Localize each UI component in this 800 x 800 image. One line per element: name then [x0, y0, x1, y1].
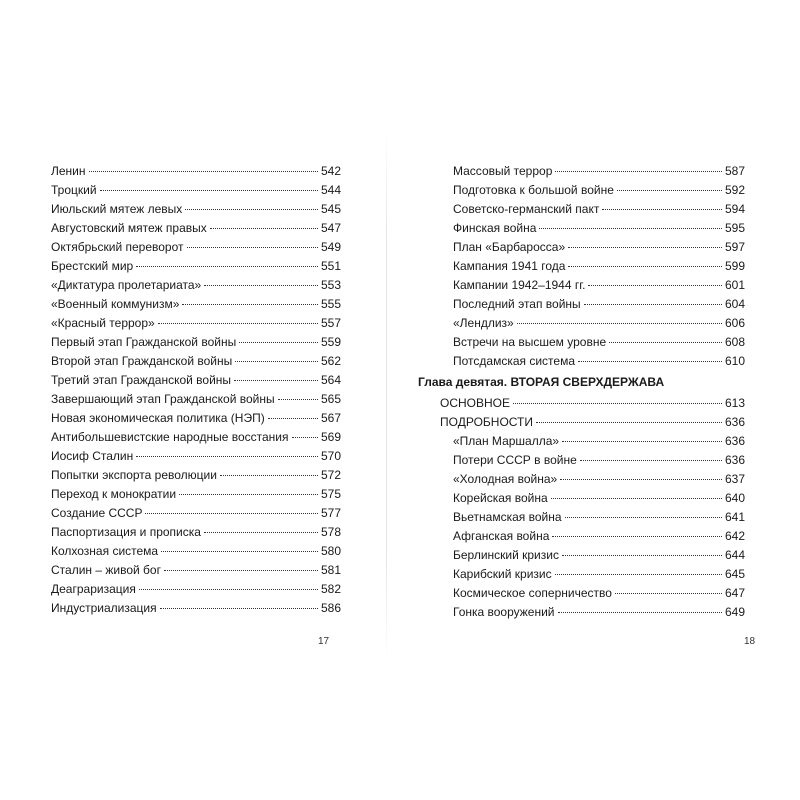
toc-entry-page: 572 — [320, 468, 341, 482]
toc-entry-page: 565 — [320, 392, 341, 406]
dot-leader — [562, 554, 722, 556]
dot-leader — [513, 402, 722, 404]
toc-entry-page: 641 — [724, 510, 745, 524]
dot-leader — [182, 303, 318, 305]
toc-entry-title: «Лендлиз» — [453, 316, 514, 330]
toc-entry — [51, 257, 341, 276]
toc-entry — [51, 428, 341, 447]
toc-entry — [51, 352, 341, 371]
toc-entry-page: 604 — [724, 297, 745, 311]
toc-entry-title: «Холодная война» — [453, 472, 558, 486]
toc-entry — [418, 451, 745, 470]
toc-entry-title: Сталин – живой бог — [51, 563, 161, 577]
toc-list-left — [51, 162, 341, 618]
dot-leader — [158, 322, 318, 324]
toc-entry — [51, 390, 341, 409]
toc-entry-title: Новая экономическая политика (НЭП) — [51, 411, 265, 425]
toc-entry-title: Первый этап Гражданской войны — [51, 335, 237, 349]
toc-entry — [418, 276, 745, 295]
toc-entry-page: 644 — [724, 548, 745, 562]
dot-leader — [268, 417, 318, 419]
dot-leader — [100, 189, 318, 191]
dot-leader — [539, 227, 722, 229]
toc-entry-page: 595 — [724, 221, 745, 235]
toc-entry-title: Финская война — [453, 221, 537, 235]
toc-entry — [51, 238, 341, 257]
toc-entry — [51, 561, 341, 580]
toc-entry-page: 575 — [320, 487, 341, 501]
toc-entry — [418, 200, 745, 219]
toc-entry-title: Последний этап войны — [453, 297, 581, 311]
toc-entry-title: Потсдамская система — [453, 354, 576, 368]
toc-entry-page: 567 — [320, 411, 341, 425]
toc-entry — [418, 162, 745, 181]
toc-entry-page: 597 — [724, 240, 745, 254]
toc-entry — [418, 295, 745, 314]
toc-entry-page: 606 — [724, 316, 745, 330]
dot-leader — [558, 611, 722, 613]
toc-entry — [51, 333, 341, 352]
toc-entry-title: Июльский мятеж левых — [51, 202, 183, 216]
toc-entry-title: Гонка вооружений — [453, 605, 555, 619]
dot-leader — [139, 588, 318, 590]
toc-entry-title: Афганская война — [453, 529, 550, 543]
toc-entry-page: 647 — [724, 586, 745, 600]
toc-entry — [51, 580, 341, 599]
toc-entry-page: 549 — [320, 240, 341, 254]
toc-entry-page: 608 — [724, 335, 745, 349]
toc-entry-page: 587 — [724, 164, 745, 178]
dot-leader — [568, 246, 722, 248]
toc-entry-page: 610 — [724, 354, 745, 368]
toc-entry-title: Создание СССР — [51, 506, 143, 520]
toc-entry — [418, 432, 745, 451]
toc-entry — [418, 413, 745, 432]
toc-entry-page: 569 — [320, 430, 341, 444]
toc-entry-title: Третий этап Гражданской войны — [51, 373, 232, 387]
toc-entry — [418, 603, 745, 622]
toc-entry — [51, 314, 341, 333]
toc-entry-title: Ленин — [51, 164, 86, 178]
toc-entry — [51, 599, 341, 618]
toc-entry — [51, 371, 341, 390]
toc-entry-page: 601 — [724, 278, 745, 292]
dot-leader — [89, 170, 318, 172]
chapter-title: Глава девятая. ВТОРАЯ СВЕРХДЕРЖАВА — [418, 375, 665, 389]
toc-entry-page: 594 — [724, 202, 745, 216]
toc-entry — [418, 394, 745, 413]
toc-entry-title: Встречи на высшем уровне — [453, 335, 607, 349]
toc-entry-page: 640 — [724, 491, 745, 505]
toc-entry-page: 577 — [320, 506, 341, 520]
dot-leader — [565, 516, 722, 518]
toc-entry-title: Паспортизация и прописка — [51, 525, 201, 539]
dot-leader — [551, 497, 722, 499]
dot-leader — [187, 246, 318, 248]
dot-leader — [204, 284, 318, 286]
toc-entry-page: 592 — [724, 183, 745, 197]
toc-entry-page: 578 — [320, 525, 341, 539]
dot-leader — [584, 303, 722, 305]
dot-leader — [278, 398, 318, 400]
toc-entry — [418, 489, 745, 508]
toc-entry — [51, 504, 341, 523]
toc-entry-title: Советско-германский пакт — [453, 202, 600, 216]
dot-leader — [536, 421, 722, 423]
toc-entry-title: Корейская война — [453, 491, 548, 505]
toc-entry — [418, 527, 745, 546]
toc-entry — [418, 565, 745, 584]
toc-entry — [51, 162, 341, 181]
toc-entry-title: «Военный коммунизм» — [51, 297, 180, 311]
dot-leader — [235, 360, 318, 362]
toc-entry — [51, 466, 341, 485]
toc-entry-title: Переход к монократии — [51, 487, 177, 501]
toc-entry-page: 547 — [320, 221, 341, 235]
toc-entry-title: Завершающий этап Гражданской войны — [51, 392, 275, 406]
toc-entry-title: Октябрьский переворот — [51, 240, 184, 254]
dot-leader — [555, 170, 722, 172]
toc-entry — [418, 333, 745, 352]
toc-entry — [418, 352, 745, 371]
toc-entry — [418, 257, 745, 276]
dot-leader — [185, 208, 318, 210]
toc-entry-title: Брестский мир — [51, 259, 134, 273]
toc-entry — [51, 295, 341, 314]
dot-leader — [292, 436, 318, 438]
toc-entry-title: Кампания 1941 года — [453, 259, 566, 273]
right-page — [387, 0, 800, 800]
toc-entry-title: Карибский кризис — [453, 567, 552, 581]
toc-entry-title: «Красный террор» — [51, 316, 155, 330]
toc-entry-title: Иосиф Сталин — [51, 449, 134, 463]
toc-entry-page: 636 — [724, 453, 745, 467]
toc-entry — [51, 523, 341, 542]
dot-leader — [517, 322, 722, 324]
dot-leader — [234, 379, 318, 381]
toc-entry — [418, 546, 745, 565]
dot-leader — [568, 265, 721, 267]
dot-leader — [239, 341, 318, 343]
toc-entry — [51, 200, 341, 219]
toc-entry — [51, 542, 341, 561]
dot-leader — [136, 265, 318, 267]
dot-leader — [164, 569, 318, 571]
toc-entry — [51, 447, 341, 466]
toc-entry-title: Антибольшевистские народные восстания — [51, 430, 289, 444]
toc-entry-title: Кампании 1942–1944 гг. — [453, 278, 586, 292]
toc-entry-page: 599 — [724, 259, 745, 273]
toc-entry-title: Берлинский кризис — [453, 548, 559, 562]
toc-entry-page: 636 — [724, 415, 745, 429]
toc-entry-page: 557 — [320, 316, 341, 330]
toc-entry-page: 542 — [320, 164, 341, 178]
toc-entry-page: 580 — [320, 544, 341, 558]
toc-entry-page: 545 — [320, 202, 341, 216]
toc-entry — [51, 485, 341, 504]
toc-entry-title: Колхозная система — [51, 544, 159, 558]
toc-entry-page: 544 — [320, 183, 341, 197]
toc-entry-title: Потери СССР в войне — [453, 453, 577, 467]
dot-leader — [588, 284, 721, 286]
toc-entry — [51, 276, 341, 295]
chapter-heading — [418, 371, 745, 394]
toc-entry — [418, 219, 745, 238]
toc-entry — [418, 314, 745, 333]
dot-leader — [552, 535, 722, 537]
toc-entry-page: 555 — [320, 297, 341, 311]
toc-entry-title: «Диктатура пролетариата» — [51, 278, 202, 292]
toc-entry-page: 570 — [320, 449, 341, 463]
dot-leader — [220, 474, 318, 476]
toc-entry — [418, 181, 745, 200]
toc-entry-page: 649 — [724, 605, 745, 619]
toc-entry — [51, 409, 341, 428]
toc-entry-page: 645 — [724, 567, 745, 581]
toc-entry-title: Массовый террор — [453, 164, 553, 178]
page-number: 18 — [744, 636, 756, 647]
dot-leader — [145, 512, 318, 514]
dot-leader — [161, 550, 318, 552]
toc-entry-title: «План Маршалла» — [453, 434, 560, 448]
dot-leader — [578, 360, 722, 362]
toc-entry-page: 553 — [320, 278, 341, 292]
dot-leader — [602, 208, 722, 210]
toc-entry — [51, 181, 341, 200]
toc-entry-page: 582 — [320, 582, 341, 596]
dot-leader — [609, 341, 722, 343]
dot-leader — [210, 227, 318, 229]
toc-entry-title: Троцкий — [51, 183, 97, 197]
left-page — [0, 0, 386, 800]
toc-entry-page: 586 — [320, 601, 341, 615]
toc-list-right — [418, 162, 745, 622]
toc-entry-title: Второй этап Гражданской войны — [51, 354, 233, 368]
toc-entry-page: 581 — [320, 563, 341, 577]
dot-leader — [562, 440, 722, 442]
dot-leader — [179, 493, 318, 495]
toc-entry — [418, 238, 745, 257]
toc-entry-page: 613 — [724, 396, 745, 410]
toc-entry — [418, 584, 745, 603]
toc-entry-title: ПОДРОБНОСТИ — [440, 415, 533, 429]
toc-entry — [51, 219, 341, 238]
toc-entry-page: 551 — [320, 259, 341, 273]
toc-entry-page: 559 — [320, 335, 341, 349]
dot-leader — [580, 459, 722, 461]
toc-entry-title: Космическое соперничество — [453, 586, 612, 600]
toc-entry-title: Деаграризация — [51, 582, 136, 596]
dot-leader — [160, 607, 318, 609]
toc-entry-title: Индустриализация — [51, 601, 157, 615]
dot-leader — [615, 592, 722, 594]
toc-entry-page: 562 — [320, 354, 341, 368]
dot-leader — [617, 189, 722, 191]
dot-leader — [136, 455, 318, 457]
dot-leader — [560, 478, 722, 480]
toc-entry-page: 637 — [724, 472, 745, 486]
dot-leader — [555, 573, 722, 575]
toc-entry-title: ОСНОВНОЕ — [440, 396, 511, 410]
toc-entry-title: План «Барбаросса» — [453, 240, 566, 254]
toc-entry-title: Подготовка к большой войне — [453, 183, 614, 197]
toc-entry-title: Августовский мятеж правых — [51, 221, 207, 235]
dot-leader — [204, 531, 318, 533]
toc-entry — [418, 470, 745, 489]
toc-entry-title: Попытки экспорта революции — [51, 468, 217, 482]
toc-entry-page: 564 — [320, 373, 341, 387]
toc-entry-page: 636 — [724, 434, 745, 448]
toc-entry-page: 642 — [724, 529, 745, 543]
toc-entry-title: Вьетнамская война — [453, 510, 562, 524]
toc-entry — [418, 508, 745, 527]
page-number: 17 — [318, 636, 330, 647]
